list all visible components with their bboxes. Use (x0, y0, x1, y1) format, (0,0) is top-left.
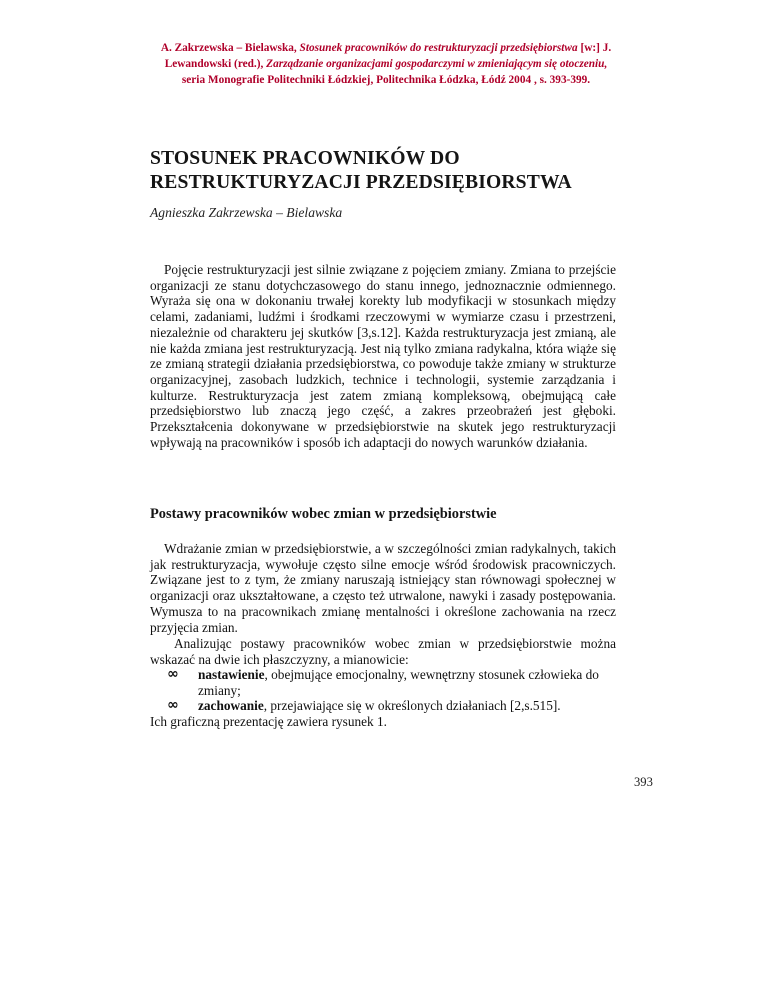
list-item (150, 667, 616, 698)
article-title (150, 147, 670, 195)
author-name: Agnieszka Zakrzewska – Bielawska (150, 205, 343, 220)
infinity-bullet-icon: ∞ (167, 697, 179, 714)
citation-series: seria Monografie Politechniki Łódzkiej, Politechnika Łódzka, Łódź 2004 , s. 393-399. (181, 74, 591, 86)
section-heading: Postawy pracowników wobec zmian w przedsiębiorstwie (150, 506, 497, 522)
section-paragraph-2: Analizując postawy pracowników wobec zmian w przedsiębiorstwie można wskazać na dwie ich płaszczyzny, a mianowicie: (150, 636, 616, 667)
list-item-text: , przejawiające się w określonych działaniach [2,s.515]. (263, 698, 561, 714)
list-item-text: , obejmujące emocjonalny, wewnętrzny stosunek człowieka do zmiany; (198, 667, 599, 698)
list-item-term: zachowanie (198, 698, 264, 714)
citation-book: Zarządzanie organizacjami gospodarczymi w zmieniającym się otoczeniu, (266, 58, 608, 70)
citation-title: Stosunek pracowników do restrukturyzacji przedsiębiorstwa (299, 42, 578, 54)
list-item (150, 698, 616, 714)
section-paragraph-1: Wdrażanie zmian w przedsiębiorstwie, a w szczególności zmian radykalnych, takich jak restrukturyzacja, wywołuje często silne emocje wśród środowisk pracowniczych. Związane jest to z tym, że zmiany naruszają istniejący stan równowagi społecznej w organizacji oraz ukształtowane, a często też utrwalone, nawyki i zasady postępowania. Wymusza to na pracownikach zmianę mentalności i określone zachowania na rzecz przyjęcia zmian. (150, 541, 616, 635)
attitude-list (150, 667, 616, 714)
citation-in: [w:] J. Lewandowski (red.), (164, 42, 612, 70)
section-closing-line: Ich graficzną prezentację zawiera rysunek 1. (150, 714, 387, 729)
intro-paragraph: Pojęcie restrukturyzacji jest silnie związane z pojęciem zmiany. Zmiana to przejście organizacji ze stanu dotychczasowego do stanu innego, jednoznacznie odmiennego. Wyraża się ona w dokonaniu trwałej korekty lub modyfikacji w stosunkach między celami, zadaniami, ludźmi i środkami rzeczowymi w wymiarze czasu i przestrzeni, niezależnie od charakteru jej skutków [3,s.12]. Każda restrukturyzacja jest zmianą, ale nie każda zmiana jest restrukturyzacją. Jest nią tylko zmiana radykalna, która wiąże się ze zmianą strategii działania przedsiębiorstwa, co powoduje także zmiany w strukturze organizacyjnej, zasobach ludzkich, technice i technologii, systemie zarządzania i kulturze. Restrukturyzacja jest zatem zmianą kompleksową, obejmującą całe przedsiębiorstwo lub znaczą jego część, a zakres przeobrażeń jest głęboki. Przekształcenia dokonywane w przedsiębiorstwie na skutek jego restrukturyzacji wpływają na pracowników i sposób ich adaptacji do nowych warunków działania. (150, 262, 616, 450)
citation-author: A. Zakrzewska – Bielawska, (160, 42, 297, 54)
page-number: 393 (634, 775, 653, 789)
list-item-term: nastawienie (198, 667, 265, 682)
infinity-bullet-icon: ∞ (167, 666, 179, 682)
article-title-line-2: RESTRUKTURYZACJI PRZEDSIĘBIORSTWA (150, 172, 572, 193)
article-title-line-1: STOSUNEK PRACOWNIKÓW DO (150, 148, 460, 169)
citation-header (160, 40, 612, 88)
